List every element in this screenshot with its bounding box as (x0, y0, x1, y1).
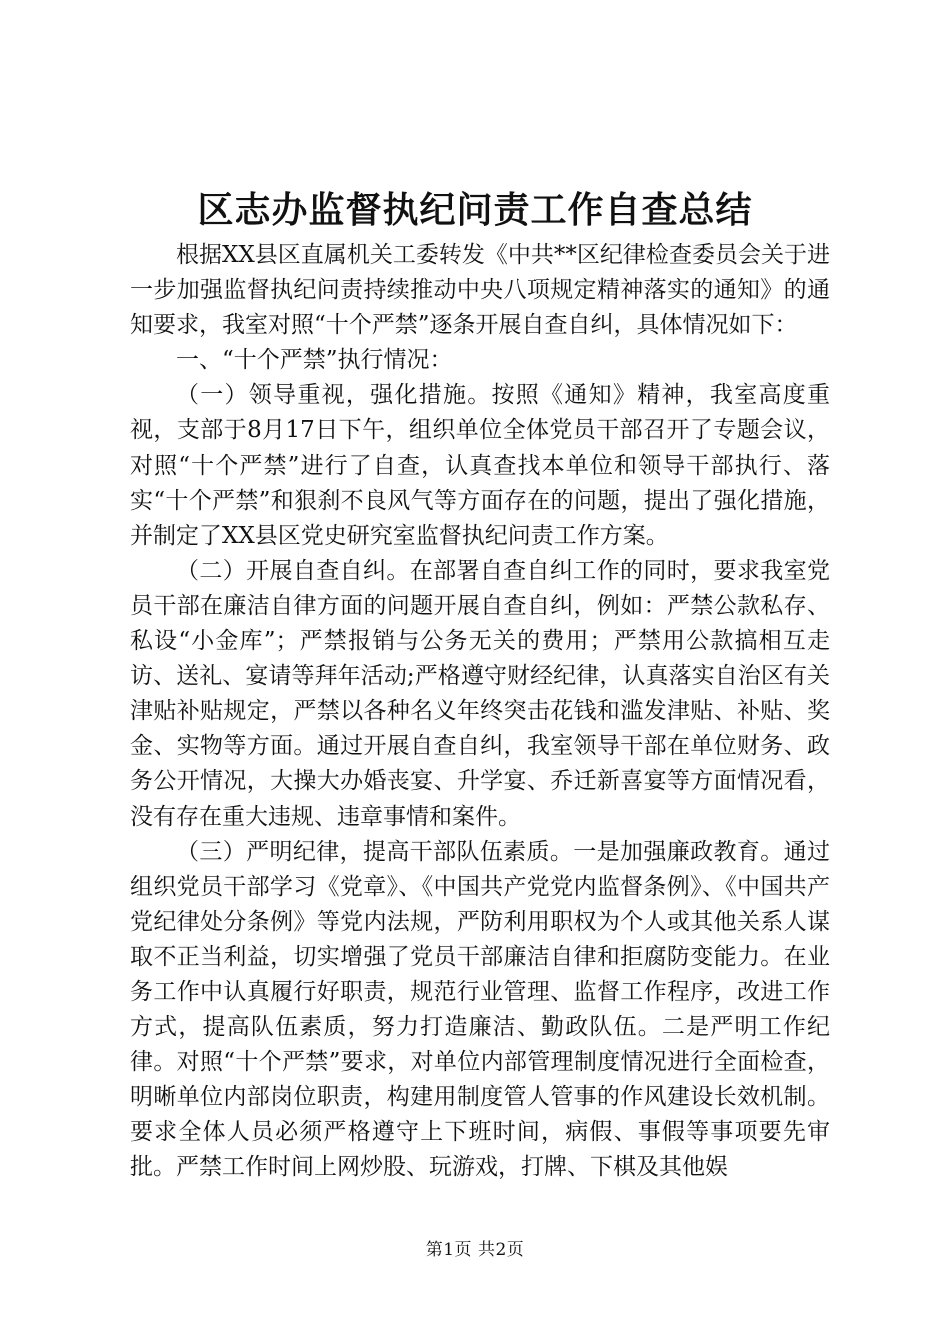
document-body (130, 238, 830, 1186)
document-title: 区志办监督执纪问责工作自查总结 (197, 189, 753, 231)
page-footer: 第1页 共2页 (425, 1240, 525, 1260)
paragraph-item-3: （三）严明纪律，提高干部队伍素质。一是加强廉政教育。通过组织党员干部学习《党章》、《中国共产党党内监督条例》、《中国共产党纪律处分条例》等党内法规，严防利用职权为个人或其他关系人谋取不正当利益，切实增强了党员干部廉洁自律和拒腐防变能力。在业务工作中认真履行好职责，规范行业管理、监督工作程序，改进工作方式，提高队伍素质，努力打造廉洁、勤政队伍。二是严明工作纪律。对照“十个严禁”要求，对单位内部管理制度情况进行全面检查，明晰单位内部岗位职责，构建用制度管人管事的作风建设长效机制。要求全体人员必须严格遵守上下班时间，病假、事假等事项要先审批。严禁工作时间上网炒股、玩游戏，打牌、下棋及其他娱 (130, 838, 830, 1181)
paragraph-item-1: （一）领导重视，强化措施。按照《通知》精神，我室高度重视，支部于8月17日下午，组织单位全体党员干部召开了专题会议，对照“十个严禁”进行了自查，认真查找本单位和领导干部执行、落实“十个严禁”和狠刹不良风气等方面存在的问题，提出了强化措施，并制定了XX县区党史研究室监督执纪问责工作方案。 (130, 382, 830, 549)
section-heading-1: 一、“十个严禁”执行情况： (176, 347, 453, 374)
paragraph-item-2: （二）开展自查自纠。在部署自查自纠工作的同时，要求我室党员干部在廉洁自律方面的问题开展自查自纠，例如：严禁公款私存、私设“小金库”；严禁报销与公务无关的费用；严禁用公款搞相互走访、送礼、宴请等拜年活动;严格遵守财经纪律，认真落实自治区有关津贴补贴规定，严禁以各种名义年终突击花钱和滥发津贴、补贴、奖金、实物等方面。通过开展自查自纠，我室领导干部在单位财务、政务公开情况，大操大办婚丧宴、升学宴、乔迁新喜宴等方面情况看，没有存在重大违规、违章事情和案件。 (130, 557, 830, 830)
paragraph-intro: 根据XX县区直属机关工委转发《中共**区纪律检查委员会关于进一步加强监督执纪问责持续推动中央八项规定精神落实的通知》的通知要求，我室对照“十个严禁”逐条开展自查自纠，具体情况如下： (130, 242, 830, 339)
